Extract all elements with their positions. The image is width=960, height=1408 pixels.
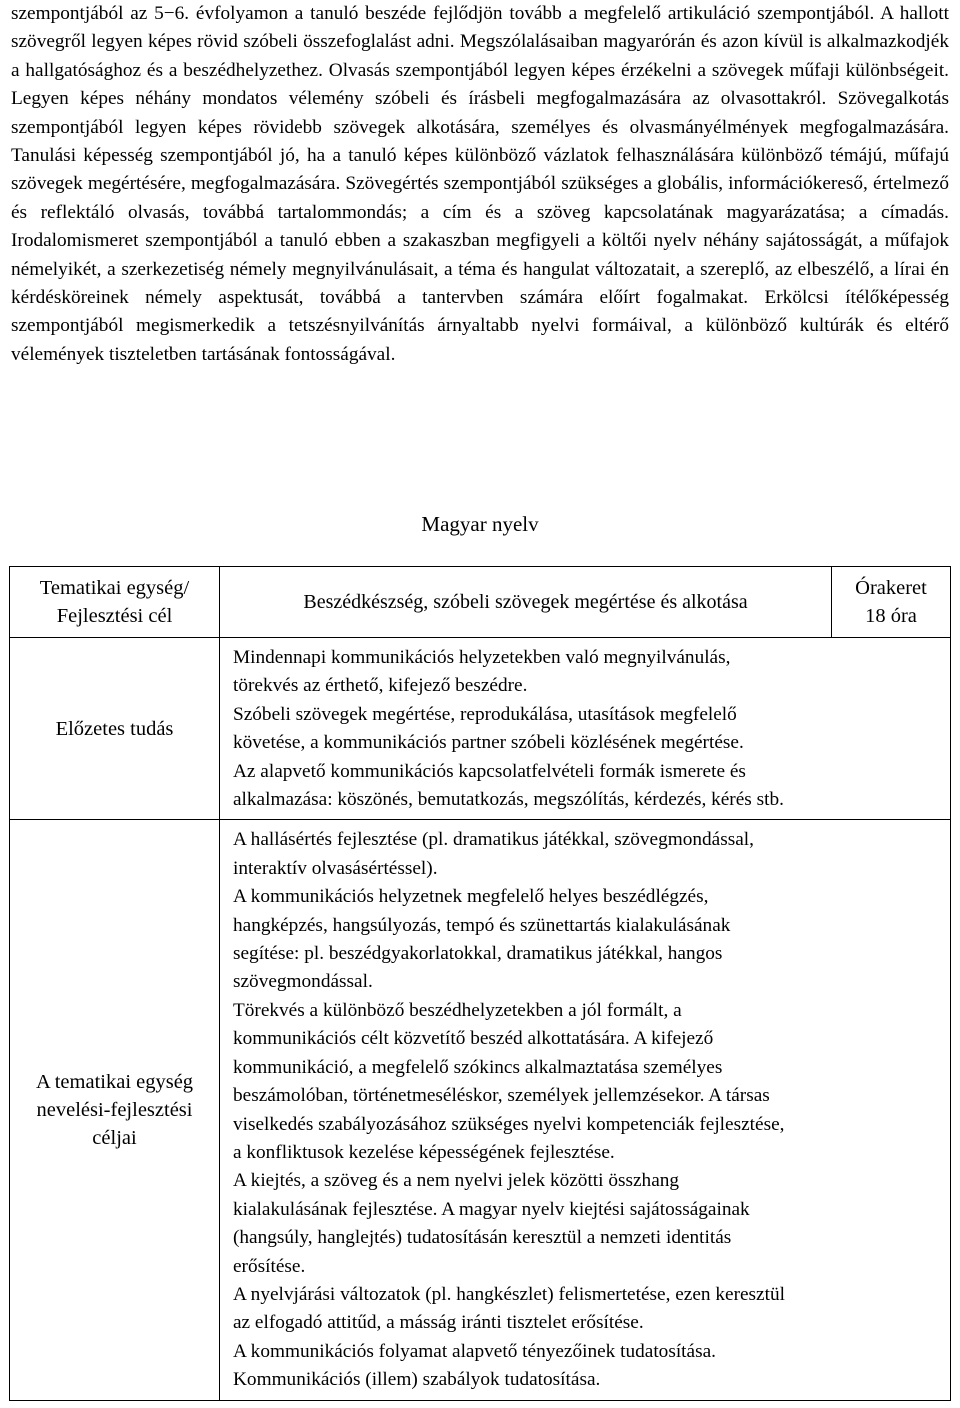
intro-paragraph: szempontjából az 5−6. évfolyamon a tanuló beszéde fejlődjön tovább a megfelelő artikuláció szempontjából. A hallott szövegről legyen képes rövid szóbeli összefoglalást adni. Megszólalásaiban magyarórán és azon kívül is alkalmazkodjék a hallgatósághoz és a beszédhelyzethez. Olvasás szempontjából legyen képes érzékelni a szövegek műfaji különbségeit. Legyen képes néhány mondatos vélemény szóbeli és írásbeli megfogalmazására az olvasottakról. Szövegalkotás szempontjából legyen képes rövidebb szövegek alkotására, személyes és olvasmányélmények megfogalmazására. Tanulási képesség szempontjából jó, ha a tanuló képes különböző vázlatok felhasználására különböző témájú, műfajú szövegek megértésére, megfogalmazására. Szövegértés szempontjából szükséges a globális, információkereső, értelmező és reflektáló olvasás, továbbá tartalommondás; a cím és a szöveg kapcsolatának magyarázatása; a címadás. Irodalomismeret szempontjából a tanuló ebben a szakaszban megfigyeli a költői nyelv néhány sajátosságát, a műfajok némelyikét, a szerkezetiség némely megnyilvánulásait, a téma és hangulat változatait, a szereplő, az elbeszélő, a lírai én kérdésköreinek némely aspektusát, továbbá a tantervben számára előírt fogalmakat. Erkölcsi ítélőképesség szempontjából megismerkedik a tetszésnyilvánítás árnyaltabb nyelvi formáival, a különböző kultúrák és eltérő vélemények tiszteletben tartásának fontosságával.	[11, 3, 949, 365]
goals-line: A kommunikációs folyamat alapvető tényezőinek tudatosítása.	[233, 1340, 716, 1362]
goals-line: A kommunikációs helyzetnek megfelelő helyes beszédlégzés,	[233, 886, 709, 908]
prior-knowledge-row	[10, 638, 951, 820]
goals-line: kommunikációs célt közvetítő beszéd alkottatására. A kifejező	[233, 1028, 714, 1050]
goals-line: (hangsúly, hanglejtés) tudatosításán keresztül a nemzeti identitás	[233, 1227, 732, 1249]
prior-knowledge-content	[220, 638, 951, 820]
goals-line: erősítése.	[233, 1255, 306, 1277]
prior-knowledge-line: Mindennapi kommunikációs helyzetekben való megnyilvánulás,	[233, 647, 731, 668]
section-title: Magyar nyelv	[421, 512, 539, 536]
prior-knowledge-line: alkalmazása: köszönés, bemutatkozás, megszólítás, kérdezés, kérés stb.	[233, 789, 784, 811]
goals-content	[220, 820, 951, 1400]
goals-line: beszámolóban, történetmeséléskor, személyek jellemzésekor. A társas	[233, 1085, 770, 1107]
goals-line: kialakulásának fejlesztése. A magyar nyelv kiejtési sajátosságainak	[233, 1198, 750, 1220]
goals-line: interaktív olvasásértéssel).	[233, 857, 438, 879]
goals-line: viselkedés szabályozásához szükséges nyelvi kompetenciák fejlesztése,	[233, 1113, 785, 1135]
goals-line: szövegmondással.	[233, 971, 373, 993]
goals-line: hangképzés, hangsúlyozás, tempó és szünettartás kialakulásának	[233, 914, 731, 936]
goals-line: kommunikáció, a megfelelő szókincs alkalmaztatása személyes	[233, 1056, 723, 1078]
prior-knowledge-line: törekvés az érthető, kifejező beszédre.	[233, 675, 528, 697]
prior-knowledge-line: követése, a kommunikációs partner szóbeli közlésének megértése.	[233, 732, 744, 754]
header-hours-cell	[832, 567, 951, 638]
header-left-line1: Tematikai egység/	[39, 577, 190, 599]
header-hours-value: 18 óra	[865, 605, 917, 627]
prior-knowledge-line: Az alapvető kommunikációs kapcsolatfelvételi formák ismerete és	[233, 760, 746, 782]
goals-line: a konfliktusok kezelése képességének fejlesztése.	[233, 1141, 615, 1163]
goals-line: Törekvés a különböző beszédhelyzetekben a jól formált, a	[233, 999, 682, 1021]
goals-label-line3: céljai	[92, 1127, 137, 1149]
goals-row	[10, 820, 951, 1400]
header-topic-cell	[220, 567, 832, 638]
goals-line: A kiejtés, a szöveg és a nem nyelvi jelek közötti összhang	[233, 1170, 680, 1192]
goals-line: A hallásértés fejlesztése (pl. dramatikus játékkal, szövegmondással,	[233, 829, 754, 851]
prior-knowledge-label-cell	[10, 638, 220, 820]
goals-label-line2: nevelési-fejlesztési	[36, 1099, 193, 1121]
goals-line: A nyelvjárási változatok (pl. hangkészlet) felismertetése, ezen keresztül	[233, 1283, 785, 1305]
goals-line: az elfogadó attitűd, a másság iránti tisztelet erősítése.	[233, 1312, 644, 1334]
goals-line: segítése: pl. beszédgyakorlatokkal, dramatikus játékkal, hangos	[233, 943, 723, 965]
curriculum-table	[9, 566, 951, 1401]
prior-knowledge-label: Előzetes tudás	[55, 717, 174, 740]
goals-line: Kommunikációs (illem) szabályok tudatosítása.	[233, 1369, 601, 1391]
goals-label-cell	[10, 820, 220, 1400]
header-left-cell	[10, 567, 220, 638]
table-header-row	[10, 567, 951, 638]
header-hours-label: Órakeret	[855, 577, 927, 599]
header-topic-title: Beszédkészség, szóbeli szövegek megértése és alkotása	[303, 591, 748, 613]
header-left-line2: Fejlesztési cél	[56, 605, 173, 627]
goals-label-line1: A tematikai egység	[35, 1071, 194, 1093]
prior-knowledge-line: Szóbeli szövegek megértése, reprodukálása, utasítások megfelelő	[233, 703, 737, 725]
